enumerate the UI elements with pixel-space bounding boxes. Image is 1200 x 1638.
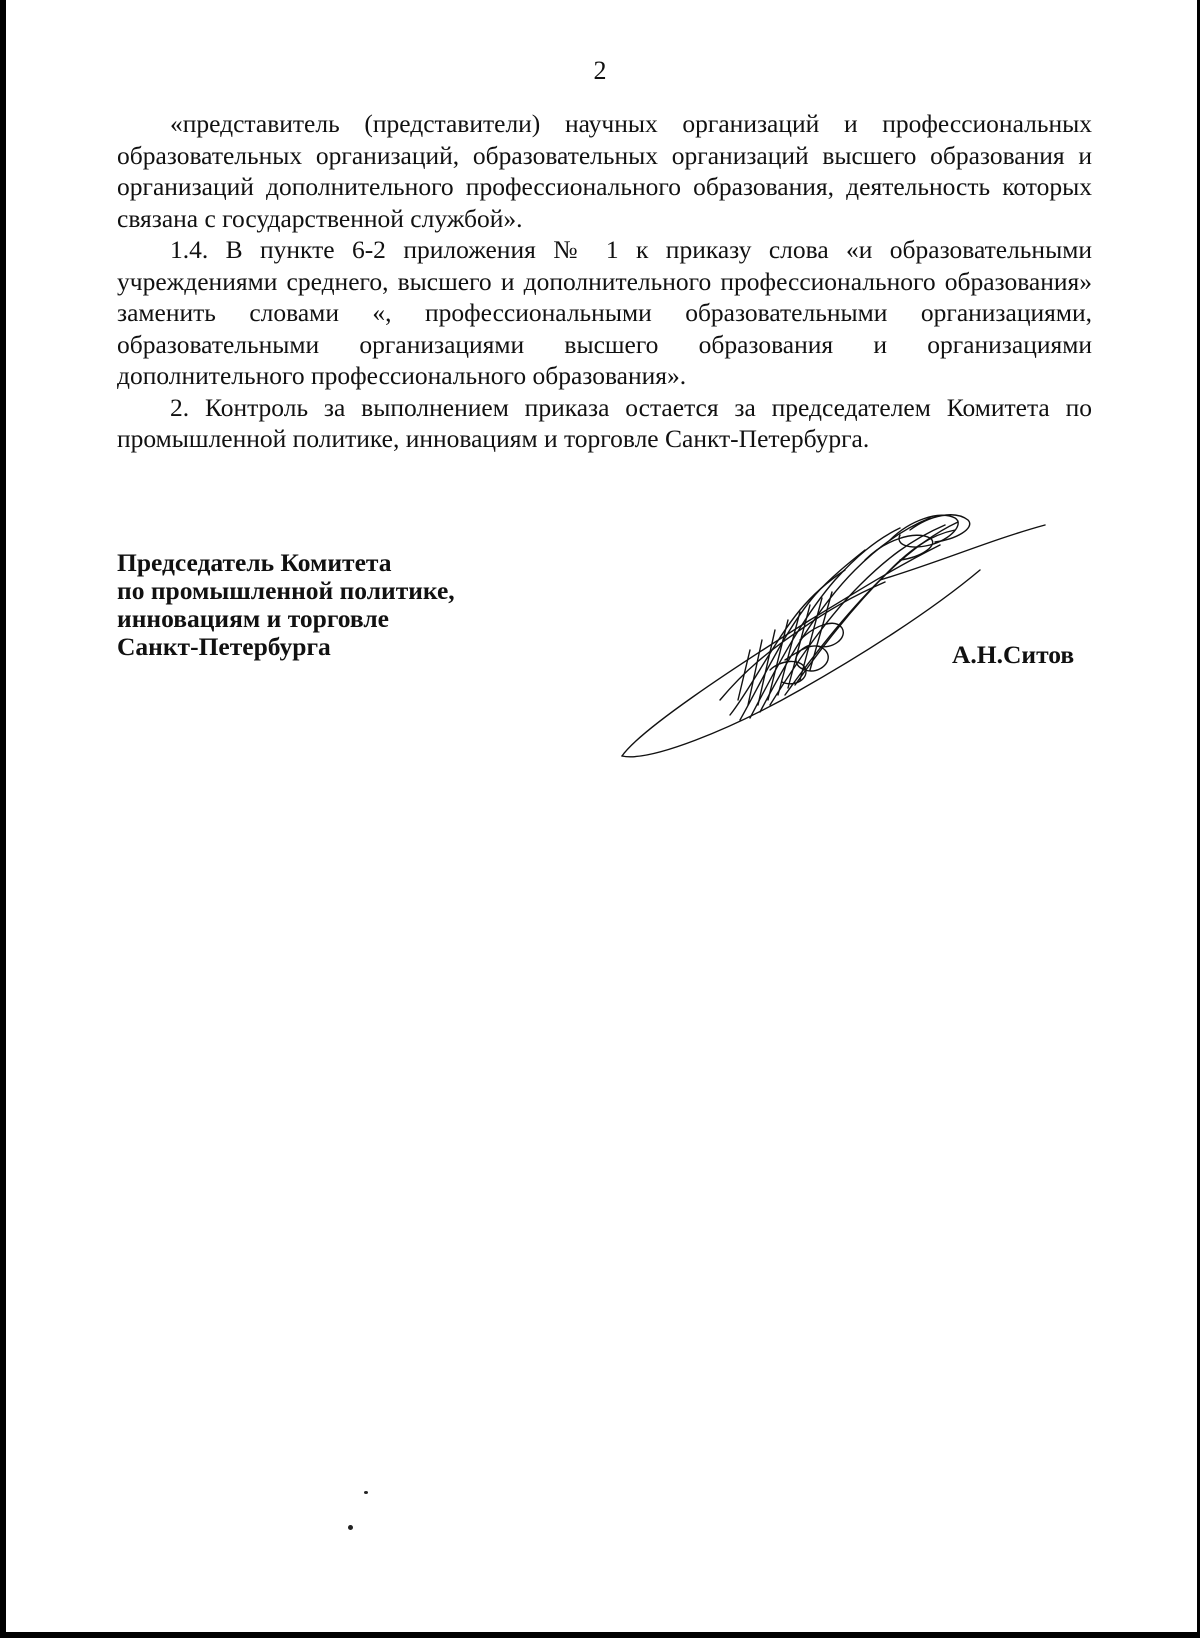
scan-edge-left xyxy=(0,0,6,1638)
signatory-title-line: по промышленной политике, xyxy=(117,576,455,605)
signatory-title xyxy=(117,549,537,661)
paragraph-amendment-quote: «представитель (представители) научных организаций и профессиональных образовательных организаций, образовательных организаций высшего образования и организаций дополнительного профессионального образования, деятельность которых связана с государственной службой». xyxy=(117,109,1092,233)
handwritten-signature xyxy=(610,500,1060,770)
paragraph-item-2: 2. Контроль за выполнением приказа остается за председателем Комитета по промышленной политике, инновациям и торговле Санкт-Петербурга. xyxy=(117,392,1092,453)
scan-edge-bottom xyxy=(0,1632,1200,1638)
page-number: 2 xyxy=(593,56,607,85)
scan-speck xyxy=(364,1491,368,1494)
paragraph-item-1-4: 1.4. В пункте 6-2 приложения № 1 к приказу слова «и образовательными учреждениями среднего, высшего и дополнительного профессионального образования» заменить словами «, профессиональными образовательными организациями, образовательными организациями высшего образования и организациями дополнительного профессионального образования». xyxy=(117,235,1092,390)
signatory-name: А.Н.Ситов xyxy=(952,640,1075,669)
document-body xyxy=(117,108,1092,455)
scan-speck xyxy=(348,1525,353,1530)
signatory-title-line: Санкт-Петербурга xyxy=(117,632,331,661)
signatory-title-line: Председатель Комитета xyxy=(117,548,392,577)
signatory-title-line: инновациям и торговле xyxy=(117,604,389,633)
